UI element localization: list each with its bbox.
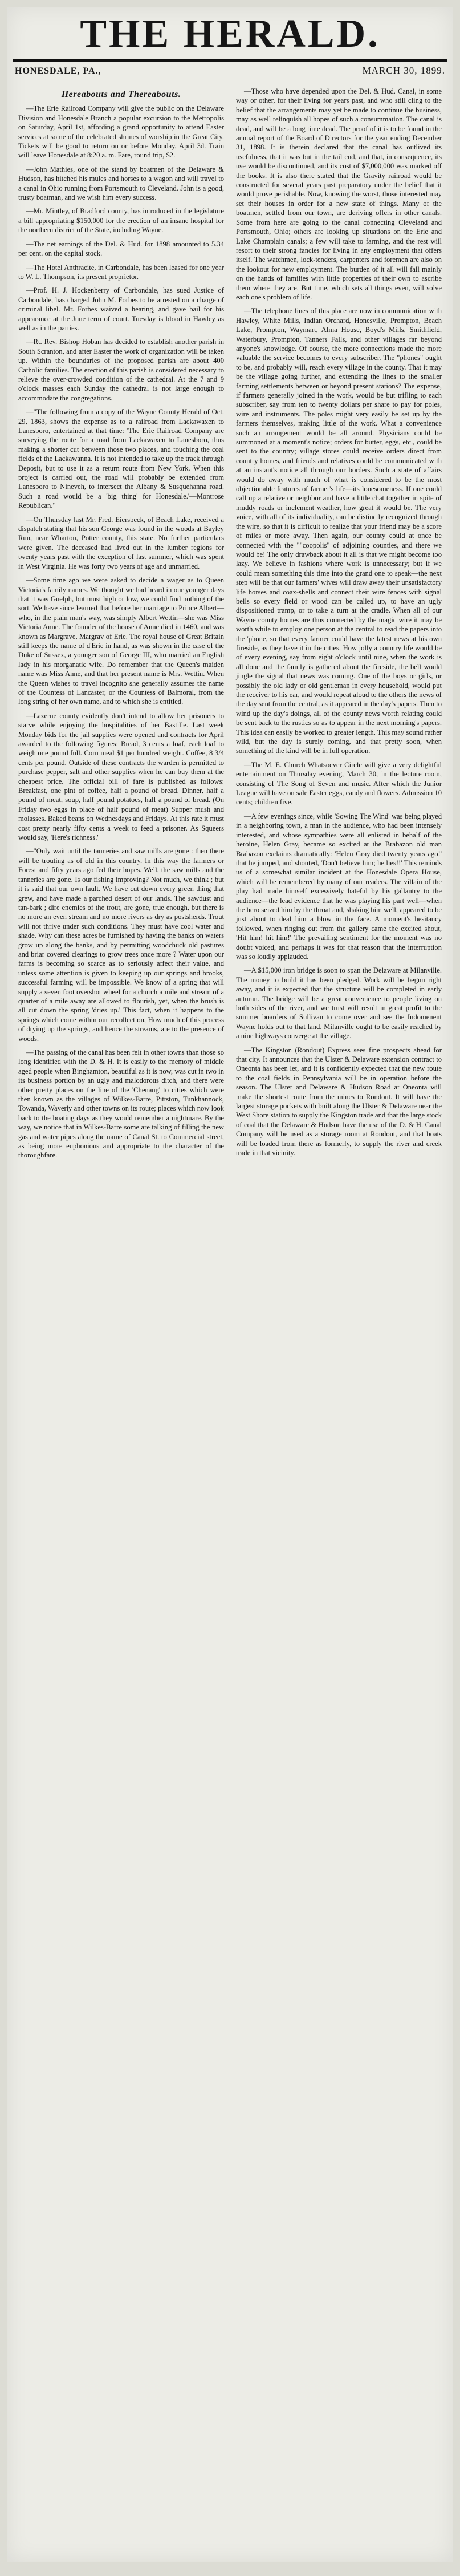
article-paragraph: —"Only wait until the tanneries and saw mills are gone : then there will be trouting as of old in this country. In this way the farmers or Forest and fifty years ago fed their hopes. Well, the saw mills and the tanneries are gone. Is our fishing improving? Not much, we think ; but it is said that our own fault. We have cut down every green thing that grew, and have made a parched desert of our lands. The sawdust and tan-bark ; dire enemies of the trout, are gone, true enough, but there is no more an even stream and no more rivers as dry as postsherds. Trout will not thrive under such conditions. They must have cool water and shade. Why can these acres be furnished by having the banks on waters grow up along the banks, and by permitting woodchuck old pastures and briar covered clearings to grow trees once more ? Water upon our farms is becoming so scarce as to seriously affect their value, and unless some attention is given to keeping up our springs and brooks, successful farming will be impossible. We know of a spring that will supply a seven foot overshot wheel for a church a mile and stream of a quarter of a mile away are allowed to flourish, yet, when the brush is all cut down the spring 'dries up.' This fact, when it happens to the springs which come within our recollection, How much of this process of drying up the springs, and hence the streams, are to the presence of woods. (18, 847, 224, 1043)
article-paragraph: —A $15,000 iron bridge is soon to span the Delaware at Milanville. The money to build it has been pledged. Work will be begun right away, and it is expected that the structure will be completed in early autumn. The bridge will be a great convenience to people living on both sides of the river, and we trust will result in great profit to the summer boarders of Sullivan to come over and see the Indomenent Wayne holds out to that land. Milanville ought to be easily reached by a nine highways converge at the village. (236, 966, 442, 1040)
dateline-date: MARCH 30, 1899. (362, 65, 445, 76)
section-title: Hereabouts and Thereabouts. (61, 90, 181, 99)
article-paragraph: —The Hotel Anthracite, in Carbondale, has been leased for one year to W. L. Thompson, its present proprietor. (18, 263, 224, 281)
left-column-paragraphs (18, 104, 224, 1160)
article-paragraph: —"The following from a copy of the Wayne County Herald of Oct. 29, 1863, shows the expense as to a railroad from Lackawaxen to Lanesboro, entertained at that time: 'The Erie Railroad Company are surveying the route for a road from Lackawaxen to Lanesboro, thus making a shorter cut between those two places, and touching the coal fields of the Lackawanna. It is not intended to take up the track through Deposit, but to use it as a return route from New York. When this project is carried out, the road will probably be extended from Lanesboro to Nineveh, to intersect the Albany & Susquehanna road. Such a road would be a 'big thing' for Honesdale.'—Montrose Republican." (18, 408, 224, 510)
dateline-place: HONESDALE, PA., (15, 66, 101, 76)
article-paragraph: —The passing of the canal has been felt in other towns than those so long identified with the D. & H. It is easily to the memory of middle aged people when Binghamton, beautiful as it is now, was cut in two in its business portion by an ugly and malodorous ditch, and there were other pretty places on the line of the 'Chenang' to cities which were then known as the villages of Wilkes-Barre, Pittston, Tunkhannock, Towanda, Waverly and other towns on its route; places which now look back to the boating days as they would remember a nightmare. By the way, we notice that in Wilkes-Barre some are talking of filling the new gas and water pipes along the name of Canal St. to Commercial street, as being more euphonious and appropriate to the character of the thoroughfare. (18, 1048, 224, 1160)
article-paragraph: —Rt. Rev. Bishop Hoban has decided to establish another parish in South Scranton, and after Easter the work of organization will be taken up. Within the boundaries of the proposed parish are about 400 Catholic families. The erection of this parish is considered necessary to relieve the over-crowded condition of the cathedral. At the 7 and 9 o'clock masses each Sunday the cathedral is not large enough to accommodate the congregations. (18, 338, 224, 402)
newspaper-title: THE HERALD. (80, 12, 380, 56)
article-paragraph: —Mr. Mintley, of Bradford county, has introduced in the legislature a bill appropriating $150,000 for the erection of an insane hospital for the northern district of the State, including Wayne. (18, 207, 224, 234)
article-columns (13, 87, 447, 2557)
article-paragraph: —Those who have depended upon the Del. & Hud. Canal, in some way or other, for their living for years past, and who still cling to the belief that the arrangements may yet be made to continue the business, may as well relinquish all hopes of such a consummation. The canal is dead, and will be a long time dead. The proof of it is to be found in the annual report of the Board of Directors for the year ending December 31, 1898. It is therein declared that the canal has outlived its usefulness, that it was but in the tail end, and that, in consequence, its use would be discontinued, and its cost of $7,000,000 was marked off the books. It is also there stated that the Gravity railroad would be constructed for several years past preparatory under the belief that it would prove perishable. Now, knowing the worst, those interested may set their houses in order for a new state of things. Many of the boatmen, settled from our town, are deriving offers in other canals. Some from here are going to the canal connecting Cleveland and Portsmouth, Ohio; others are looking up situations on the Erie and Lake Champlain canals; a few will take to farming, and the rest will resort to their strong fancies for living in any employment that offers itself. The watchmen, lock-tenders, carpenters and foremen are also on the lookout for new employment. The burden of it all will fall mainly on the hands of families with little properties of their own to ascribe them where they are. But time, which sets all things even, will solve each one's problem of life. (236, 87, 442, 301)
article-paragraph: —Lazerne county evidently don't intend to allow her prisoners to starve while enjoying the hospitalities of her Bastille. Last week Monday bids for the jail supplies were opened and contracts for April awarded to the following figures: Bread, 3 cents a loaf, each loaf to weigh one pound full. Corn meal $1 per hundred weight. Coffee, 8 3/4 cents per pound. Outside of these contracts the warden is permitted to purchase pepper, salt and other supplies when he can buy them at the cheapest price. The official bill of fare is published as follows: Breakfast, one pint of coffee, half a pound of bread. Dinner, half a pound of meat, soup, half pound potatoes, half a pound of bread. (On Friday two eggs in place of half pound of meat) Supper mush and molasses. Baked beans on Wednesdays and Fridays. At this rate it must cost pretty nearly fifty cents a week to feed a prisoner. As Squeers would say, 'Here's richness.' (18, 711, 224, 842)
left-column (13, 87, 230, 2557)
article-paragraph: —The M. E. Church Whatsoever Circle will give a very delightful entertainment on Thursday evening, March 30, in the lecture room, consisting of The Song of Seven and music. After which the Junior League will have on sale Easter eggs, candy and flowers. Admission 10 cents; children five. (236, 760, 442, 807)
article-paragraph: —A few evenings since, while 'Sowing The Wind' was being played in a neighboring town, a man in the audience, who had been intensely interested, and whose sympathies were all enlisted in behalf of the heroine, Helen Gray, became so excited at the Brabazon old man Brabazon exclaims dramatically: 'Helen Gray died twenty years ago!' that he jumped, and shouted, 'Don't believe him; he lies!!' This reminds us of a somewhat similar incident at the Honesdale Opera House, which will be remembered by many of our readers. The villain of the play had made himself excessively hateful by his gallantry to the audience—the lead evidence that he was playing his part well—when the hero seized him by the throat and, shaking him well, appeared to be just about to deal him a blow in the face. A moment's hesitancy followed, when ringing out from the gallery came the excited shout, 'Hit him! hit him!' The prevailing sentiment for the moment was no doubt voiced, and perhaps it was for that reason that the interruption was so loudly applauded. (236, 812, 442, 961)
article-paragraph: —John Mathies, one of the stand by boatmen of the Delaware & Hudson, has hitched his mules and horses to a wagon and will travel to a canal in Ohio running from Portsmouth to Cleveland. John is a good, trusty boatman, and we wish him every success. (18, 165, 224, 202)
article-paragraph: —On Thursday last Mr. Fred. Eiersbeck, of Beach Lake, received a dispatch stating that his son George was found in the woods at Bayley Run, near Wharton, Potter county, this state. No further particulars were given. The deceased had lived out in the lumber regions for twenty years past with the exception of last summer, which was spent in West Virginia. He was forty two years of age and unmarried. (18, 515, 224, 570)
article-paragraph: —The Erie Railroad Company will give the public on the Delaware Division and Honesdale Branch a popular excursion to the Metropolis on Saturday, April 1st, affording a grand opportunity to attend Easter services at some of the celebrated shrines of worship in the Great City. Tickets will be good to return on or before Monday, April 3d. Train will leave Honesdale at 8:20 a. m. Fare, round trip, $2. (18, 104, 224, 160)
article-paragraph: —The Kingston (Rondout) Express sees fine prospects ahead for that city. It announces that the Ulster & Delaware extension contract to Oneonta has been let, and it is confidently expected that the new route to the coal fields in Pennsylvania will be in operation before the season. The Ulster and Delaware & Hudson Road at Oneonta will make the shortest route from the mines to Rondout. It will have the largest storage pockets with built along the Ulster & Delaware near the West Shore station to supply the Kingston trade and that the large stock of coal that the Delaware & Hudson have the use of the D. & H. Canal Company will be used as a storage room at Rondout, and that boats will be loaded from there as formerly, to supply the river and creek trade in that vicinity. (236, 1046, 442, 1157)
article-paragraph: —The net earnings of the Del. & Hud. for 1898 amounted to 5.34 per cent. on the capital stock. (18, 240, 224, 258)
article-paragraph: —Prof. H. J. Hockenberry of Carbondale, has sued Justice of Carbondale, has charged John M. Forbes to be arrested on a charge of criminal libel. Mr. Forbes waived a hearing, and gave bail for his appearance at the June term of court. Tuesday is blood in Hawley as well as in the parties. (18, 286, 224, 332)
right-column (230, 87, 447, 2557)
article-paragraph: —The telephone lines of this place are now in communication with Hawley, White Mills, Indian Orchard, Honesville, Prompton, Beach Lake, Prompton, Waymart, Alma House, Boyd's Mills, Smithfield, Waterbury, Prompton, Tanners Falls, and other villages far beyond anyone's knowledge. Of course, the more connections made the more valuable the service becomes to every subscriber. The "phones" ought to be, and probably will, reach every village in the county. That it may be the village going further, and extending the lines to the smaller farming settlements between or beyond present stations? The expense, if farmers generally joined in the work, would be but trifling to each subscriber, say from ten to twenty dollars per share to pay for poles, wire and instruments. The poles might very easily be set up by the farmers themselves, making little of the work. What a convenience such an arrangement would be all around. Physicians could be summoned at a moment's notice; orders for butter, eggs, etc., could be sent to the country; village stores could receive orders direct from country homes, and friends and relatives could be communicated with at an instant's notice all through our borders. Such a state of affairs would do away with much of what is considered to be the most objectionable features of farmer's life—its lonesomeness. If one could call up a relative or neighbor and have a little chat together in spite of muddy roads or inclement weather, how great it would be. The very voice, with all of its individuality, can be distinctly recognized through the wire, so that it is difficult to realize that your friend may be a score of miles or more away. Then again, our county could at once be connected with the ""coopolis" of adjoining counties, and there we would be! The only drawback about it all is that we might become too lazy. We believe in fashions where work is unnecessary; but if we could mean something this time into the grand one to speak—the next step will be that our farmers' wives will draw away their unsatisfactory life horses and coax-shells and connect their wire fences with signal bells so every field or wood can be called up, to have an ugly dispositioned tramp, or to take a turn at the cradle. When all of our Wayne county homes are thus connected by the magic wire it may be worth while to employ one person at the central to read the papers into the 'phone, so that every farmer could have the latest news at his own fireside, as they have it in the cities. How jolly a country life would be of every evening, say from eight o'clock until nine, when the work is all done and the family is gathered about the fireside, the bell would jingle the signal that news was coming. One of the boys or girls, or possibly the old lady or old gentleman in every household, would put the receiver to his ear, and would repeat aloud to the others the news of the day sent from the central, as it appeared in the day's papers. Then to wind up the day's doings, all of the county news worth relating could be sent back to the rustics so as to appear in the next morning's papers. This idea can easily be worked to greater length. This may sound rather wild, but the day is surely coming, and that pretty soon, when something of the kind will be in full operation. (236, 307, 442, 755)
right-column-paragraphs (236, 87, 442, 1158)
dateline (7, 62, 453, 80)
newspaper-page (7, 7, 453, 2562)
masthead (7, 7, 453, 58)
article-paragraph: —Some time ago we were asked to decide a wager as to Queen Victoria's family names. We thought we had heard in our younger days that it was Guelph, but must high or low, we could find nothing of the sort. We have since learned that before her marriage to Prince Albert—who, in the plain man's way, was simply Albert Wettin—she was Miss Victoria Anne. The founder of the house of Anne died in 1460, and was known as Margrave, Margrav of Erie. The royal house of Great Britain still keeps the name of d'Erie in hand, as was shown in the case of the Duke of Sussex, a younger son of George III, who married an English lady in his morganatic wife. Do remember that the Queen's maiden name was Miss Anne, and that her present name is Mrs. Wettin. When the Queen wishes to travel incognito she generally assumes the name of the Countess of Lancaster, or the Countess of Balmoral, from the long string of her own name, and to which she is entitled. (18, 576, 224, 706)
